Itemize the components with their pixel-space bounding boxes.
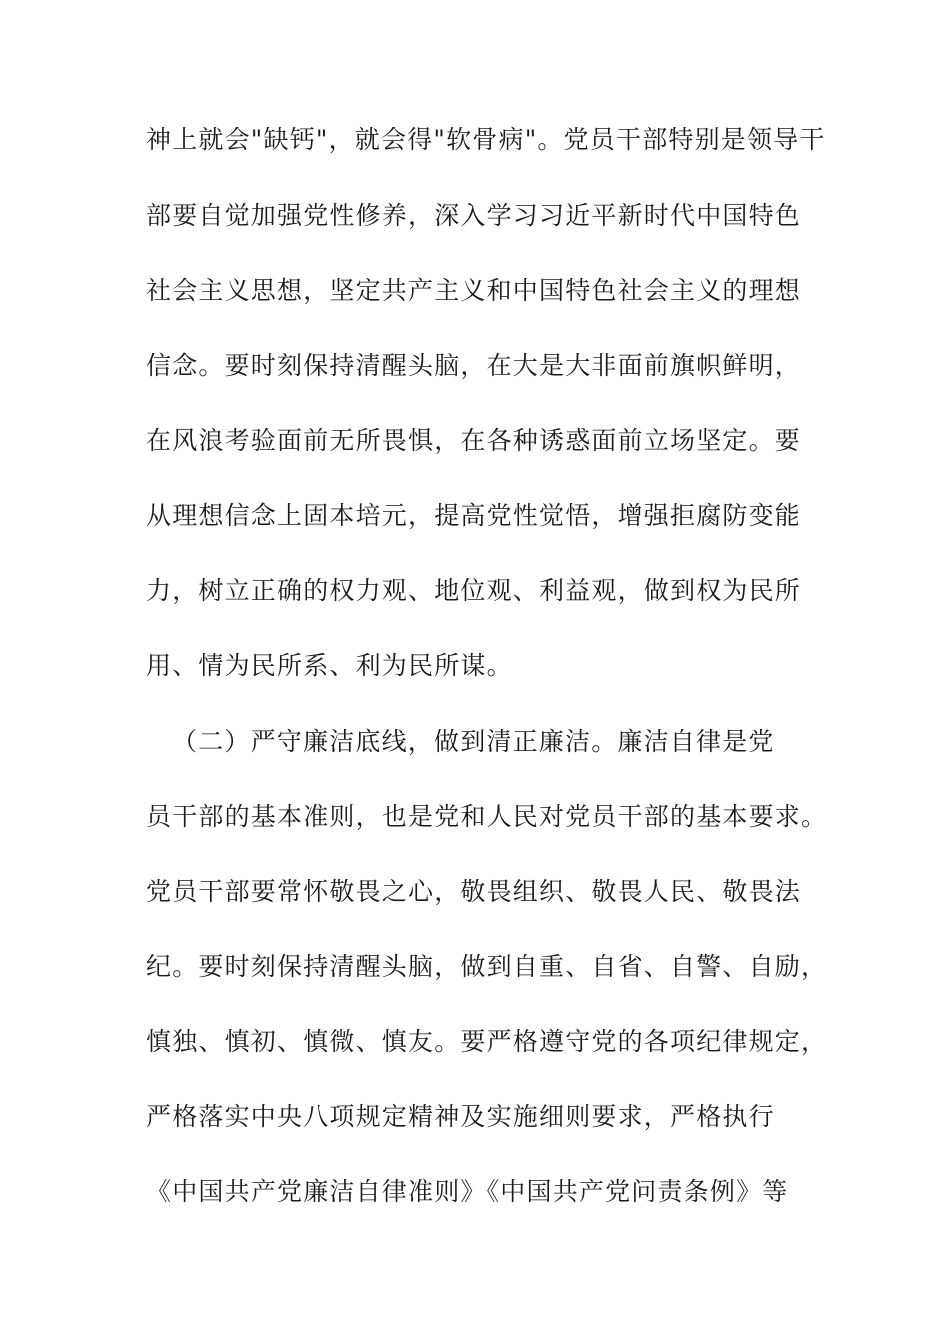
- body-text-line: 部要自觉加强党性修养，深入学习习近平新时代中国特色: [146, 201, 802, 230]
- body-text-line: 用、情为民所系、利为民所谋。: [146, 651, 513, 680]
- body-text-line: 《中国共产党廉洁自律准则》《中国共产党问责条例》等: [146, 1177, 789, 1206]
- body-text-line: 严格落实中央八项规定精神及实施细则要求，严格执行: [146, 1102, 775, 1131]
- body-text-line: 信念。要时刻保持清醒头脑，在大是大非面前旗帜鲜明，: [146, 351, 802, 380]
- body-text-line: 从理想信念上固本培元，提高党性觉悟，增强拒腐防变能: [146, 501, 802, 530]
- body-text-line: 社会主义思想，坚定共产主义和中国特色社会主义的理想: [146, 276, 802, 305]
- body-text-line: 员干部的基本准则，也是党和人民对党员干部的基本要求。: [146, 802, 828, 831]
- body-text-line: 慎独、慎初、慎微、慎友。要严格遵守党的各项纪律规定，: [146, 1027, 828, 1056]
- body-text-line: 纪。要时刻保持清醒头脑，做到自重、自省、自警、自励，: [146, 952, 828, 981]
- body-text-line: 党员干部要常怀敬畏之心，敬畏组织、敬畏人民、敬畏法: [146, 877, 802, 906]
- body-text-line: 力，树立正确的权力观、地位观、利益观，做到权为民所: [146, 576, 802, 605]
- body-text-line: 在风浪考验面前无所畏惧，在各种诱惑面前立场坚定。要: [146, 426, 802, 455]
- body-text-line: 神上就会"缺钙"，就会得"软骨病"。党员干部特别是领导干: [146, 125, 826, 154]
- section-heading-line: （二）严守廉洁底线，做到清正廉洁。廉洁自律是党: [172, 727, 775, 756]
